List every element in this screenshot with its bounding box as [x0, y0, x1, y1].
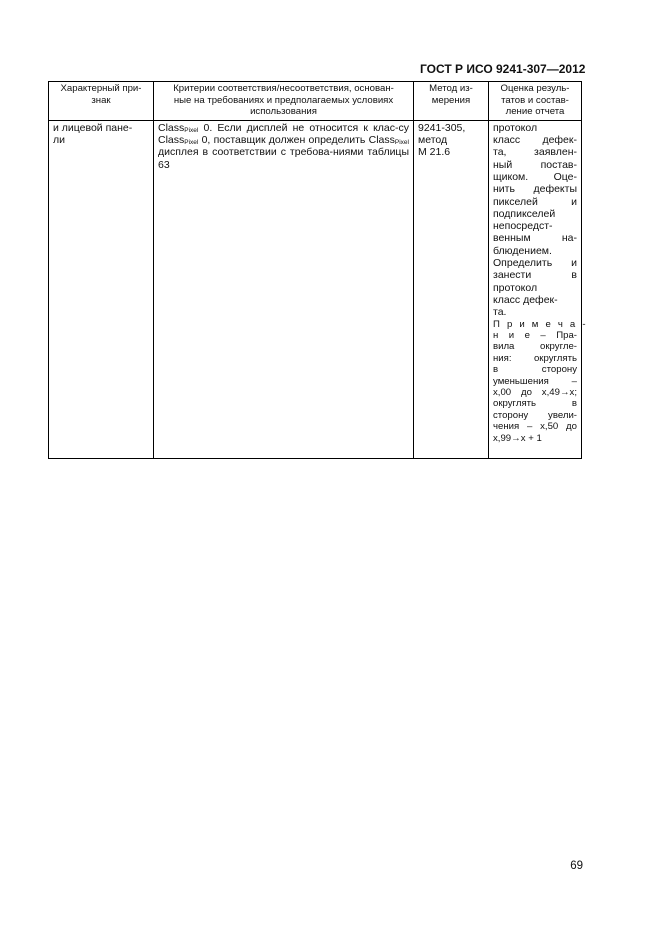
- note-line: чения – x,50 до: [493, 421, 577, 433]
- note-line: вила округле-: [493, 341, 577, 353]
- requirements-table: [48, 81, 588, 459]
- evaluation-line: класс дефек-: [493, 134, 577, 147]
- column-header-criteria: Критерии соответствия/несоответствия, основан- ные на требованиях и предполагаемых условиях использования: [154, 82, 414, 121]
- criteria-text-2: 0, поставщик должен определить: [198, 134, 369, 147]
- note-text: [493, 318, 588, 444]
- column-header-method: Метод из- мерения: [414, 82, 489, 121]
- evaluation-text: [493, 122, 577, 319]
- evaluation-line: Определить и: [493, 257, 577, 270]
- evaluation-line: венным на-: [493, 232, 577, 245]
- criteria-text-1: 0. Если дисплей не относится к клас-су: [198, 121, 409, 134]
- table-row: [49, 120, 582, 458]
- evaluation-line: ный постав-: [493, 158, 577, 171]
- evaluation-line: непосредст-: [493, 220, 553, 233]
- note-line: x,99→x + 1: [493, 432, 542, 444]
- evaluation-line: блюдением.: [493, 244, 552, 257]
- note-line: П р и м е ч а -: [493, 318, 588, 330]
- evaluation-line: нить дефекты: [493, 183, 577, 196]
- evaluation-line: щиком. Оце-: [493, 170, 577, 183]
- class-word: Class: [368, 134, 395, 147]
- note-line: x,00 до x,49→x;: [493, 386, 577, 398]
- evaluation-line: та.: [493, 306, 507, 319]
- note-line: в сторону: [493, 364, 577, 376]
- note-line: округлять в: [493, 398, 577, 410]
- note-line: сторону увели-: [493, 409, 577, 421]
- cell-method: 9241-305, метод М 21.6: [414, 120, 489, 458]
- column-header-feature: Характерный при- знак: [49, 82, 154, 121]
- criteria-text-3: дисплея в соответствии с требова-ниями таблицы 63: [158, 146, 409, 171]
- pixel-subscript: Pixel: [184, 139, 199, 147]
- note-line: уменьшения –: [493, 375, 577, 387]
- cell-criteria: [154, 120, 414, 458]
- pixel-subscript: Pixel: [184, 126, 199, 134]
- evaluation-line: та, заявлен-: [493, 146, 577, 159]
- pixel-subscript: Pixel: [394, 139, 409, 147]
- evaluation-line: протокол: [493, 281, 538, 294]
- cell-feature: и лицевой пане- ли: [49, 120, 154, 458]
- class-word: Class: [158, 121, 185, 134]
- document-header: ГОСТ Р ИСО 9241-307—2012: [420, 62, 586, 76]
- evaluation-line: протокол: [493, 121, 538, 134]
- evaluation-line: пикселей и: [493, 195, 577, 208]
- page-number: 69: [570, 860, 583, 872]
- cell-evaluation: [489, 120, 588, 458]
- column-header-evaluation: Оценка резуль- татов и состав- ление отчета: [489, 82, 582, 121]
- evaluation-line: занести в: [493, 269, 577, 282]
- table-header-row: [49, 82, 582, 121]
- class-word: Class: [158, 134, 185, 147]
- evaluation-line: класс дефек-: [493, 293, 558, 306]
- note-line: н и е – Пра-: [493, 329, 577, 341]
- evaluation-line: подпикселей: [493, 207, 556, 220]
- note-line: ния: округлять: [493, 352, 577, 364]
